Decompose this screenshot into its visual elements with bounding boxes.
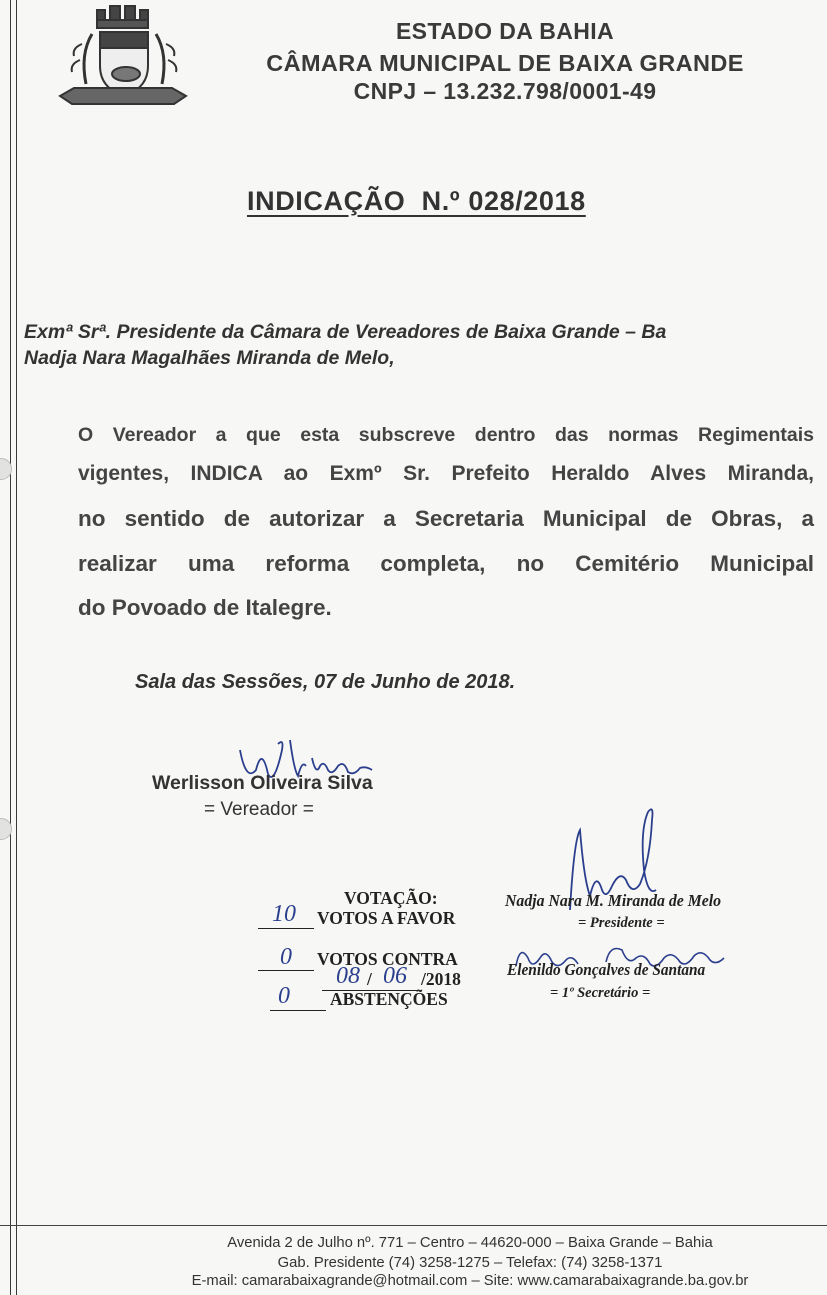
place-and-date: Sala das Sessões, 07 de Junho de 2018. xyxy=(135,671,516,693)
footer-phones: Gab. Presidente (74) 3258-1275 – Telefax: (74) 3258-1371 xyxy=(277,1255,663,1271)
abst-underline xyxy=(270,1010,326,1011)
addressee-line-2: Nadja Nara Magalhães Miranda de Melo, xyxy=(24,347,395,369)
author-name: Werlisson Oliveira Silva xyxy=(152,772,373,794)
vote-date-year: /2018 xyxy=(421,969,461,989)
vote-date-day: 08 xyxy=(336,963,360,989)
left-margin-line-inner xyxy=(16,0,17,1295)
secretary-name: Elenildo Gonçalves de Santana xyxy=(507,960,706,979)
abst-value: 0 xyxy=(278,983,290,1009)
body-line-5: do Povoado de Italegre. xyxy=(78,595,332,620)
author-role: = Vereador = xyxy=(204,799,314,820)
president-role: = Presidente = xyxy=(578,915,665,931)
addressee-line-1: Exmª Srª. Presidente da Câmara de Vereadores de Baixa Grande – Ba xyxy=(24,321,667,343)
municipal-coat-of-arms-icon xyxy=(52,4,194,116)
contra-label: VOTOS CONTRA xyxy=(317,949,458,969)
body-line-2: vigentes, INDICA ao Exmº Sr. Prefeito Heraldo Alves Miranda, xyxy=(78,462,814,485)
favor-underline xyxy=(258,928,314,929)
vote-date-sep: / xyxy=(367,969,372,989)
footer-contact: E-mail: camarabaixagrande@hotmail.com – Site: www.camarabaixagrande.ba.gov.br xyxy=(191,1273,749,1289)
abst-label: ABSTENÇÕES xyxy=(330,989,448,1009)
body-line-3: no sentido de autorizar a Secretaria Municipal de Obras, a xyxy=(78,506,814,531)
footer-address: Avenida 2 de Julho nº. 771 – Centro – 44620-000 – Baixa Grande – Bahia xyxy=(227,1235,713,1251)
header-chamber: CÂMARA MUNICIPAL DE BAIXA GRANDE xyxy=(266,50,744,76)
document-title: INDICAÇÃO N.º 028/2018 xyxy=(247,186,586,216)
body-line-4: realizar uma reforma completa, no Cemitério Municipal xyxy=(78,551,814,576)
contra-value: 0 xyxy=(280,944,292,970)
header-state: ESTADO DA BAHIA xyxy=(395,18,615,44)
secretary-role: = 1º Secretário = xyxy=(550,985,651,1001)
favor-value: 10 xyxy=(272,901,296,927)
body-line-1: O Vereador a que esta subscreve dentro das normas Regimentais xyxy=(78,424,814,446)
president-name: Nadja Nara M. Miranda de Melo xyxy=(505,891,722,910)
left-margin-line xyxy=(10,0,11,1295)
footer-divider xyxy=(0,1225,827,1226)
header-cnpj: CNPJ – 13.232.798/0001-49 xyxy=(353,78,657,104)
voting-heading: VOTAÇÃO: xyxy=(344,888,438,908)
favor-label: VOTOS A FAVOR xyxy=(317,908,456,928)
vote-date-month: 06 xyxy=(383,963,407,989)
